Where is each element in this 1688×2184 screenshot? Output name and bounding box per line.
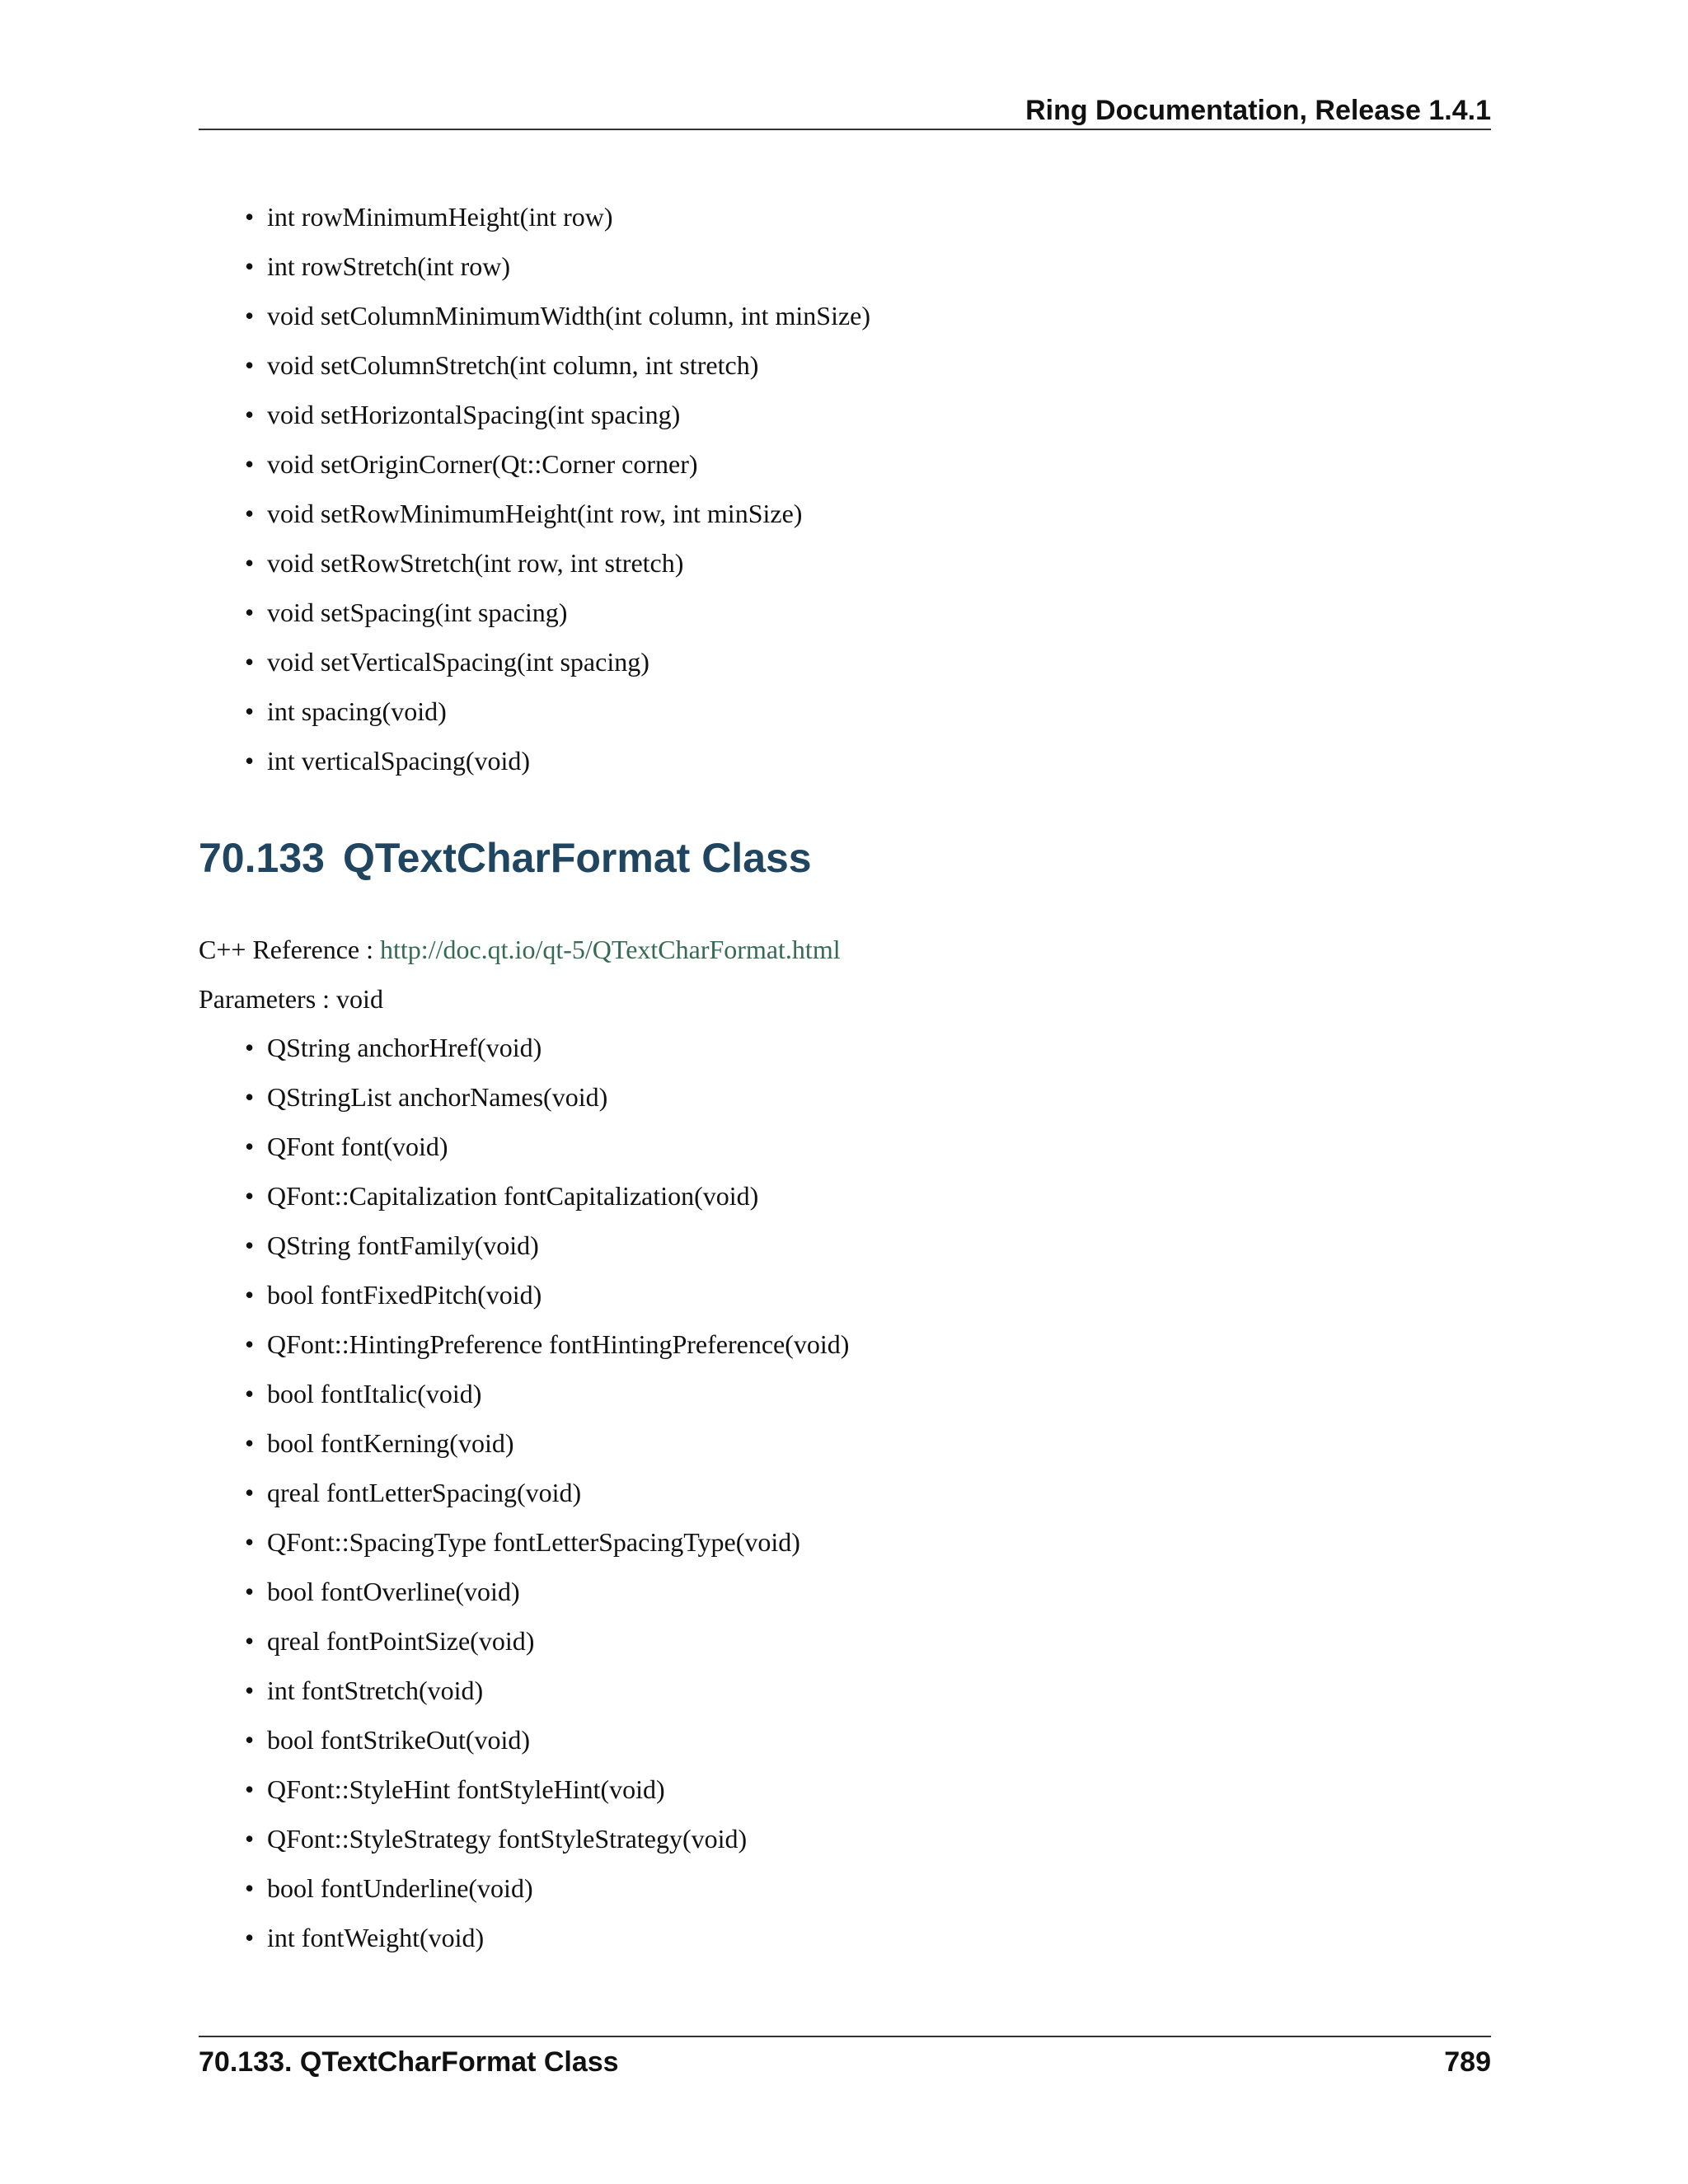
bullet-icon: •	[245, 1527, 255, 1557]
bullet-icon: •	[245, 1478, 255, 1507]
section-heading	[199, 833, 812, 883]
list-item	[199, 298, 870, 347]
section-title: QTextCharFormat Class	[342, 835, 812, 881]
method-signature: qreal fontPointSize(void)	[267, 1626, 535, 1656]
list-item	[199, 594, 870, 644]
method-signature: QString anchorHref(void)	[267, 1033, 542, 1062]
reference-link[interactable]: http://doc.qt.io/qt-5/QTextCharFormat.html	[380, 935, 841, 964]
bullet-icon: •	[245, 251, 255, 281]
bullet-icon: •	[245, 350, 255, 380]
cpp-reference-line	[199, 931, 841, 968]
bullet-icon: •	[245, 1873, 255, 1903]
method-signature: int rowStretch(int row)	[267, 251, 511, 281]
list-item	[199, 545, 870, 594]
method-signature: QFont::Capitalization fontCapitalization(void)	[267, 1181, 759, 1211]
bullet-icon: •	[245, 696, 255, 726]
bullet-icon: •	[245, 1329, 255, 1359]
list-item	[199, 1474, 849, 1524]
bullet-icon: •	[245, 1824, 255, 1854]
list-item	[199, 1722, 849, 1771]
method-signature: void setColumnMinimumWidth(int column, int minSize)	[267, 301, 871, 330]
list-item	[199, 693, 870, 743]
method-signature: int verticalSpacing(void)	[267, 746, 531, 776]
bullet-icon: •	[245, 548, 255, 578]
list-item	[199, 1573, 849, 1623]
method-signature: bool fontKerning(void)	[267, 1428, 514, 1458]
method-list-previous-class	[199, 199, 870, 792]
method-signature: void setRowMinimumHeight(int row, int minSize)	[267, 499, 803, 528]
bullet-icon: •	[245, 1082, 255, 1112]
list-item	[199, 1870, 849, 1919]
bullet-icon: •	[245, 301, 255, 330]
list-item	[199, 1227, 849, 1277]
method-signature: int spacing(void)	[267, 696, 447, 726]
document-title: Ring Documentation, Release 1.4.1	[1025, 95, 1491, 126]
bullet-icon: •	[245, 499, 255, 528]
method-signature: int fontStretch(void)	[267, 1675, 484, 1705]
method-signature: QFont::HintingPreference fontHintingPreference(void)	[267, 1329, 850, 1359]
method-signature: void setRowStretch(int row, int stretch)	[267, 548, 684, 578]
bullet-icon: •	[245, 400, 255, 429]
method-signature: bool fontUnderline(void)	[267, 1873, 533, 1903]
bullet-icon: •	[245, 647, 255, 677]
parameters-line: Parameters : void	[199, 984, 383, 1014]
list-item	[199, 1029, 849, 1079]
method-list-qtextcharformat	[199, 1029, 849, 1969]
bullet-icon: •	[245, 1379, 255, 1408]
method-signature: qreal fontLetterSpacing(void)	[267, 1478, 582, 1507]
method-signature: bool fontFixedPitch(void)	[267, 1280, 542, 1310]
list-item	[199, 1919, 849, 1969]
page-header	[199, 92, 1491, 130]
method-signature: void setOriginCorner(Qt::Corner corner)	[267, 449, 698, 479]
list-item	[199, 1376, 849, 1425]
bullet-icon: •	[245, 1577, 255, 1606]
bullet-icon: •	[245, 1774, 255, 1804]
list-item	[199, 1079, 849, 1128]
section-number: 70.133	[199, 835, 325, 881]
bullet-icon: •	[245, 1675, 255, 1705]
bullet-icon: •	[245, 1428, 255, 1458]
method-signature: bool fontItalic(void)	[267, 1379, 482, 1408]
bullet-icon: •	[245, 1033, 255, 1062]
list-item	[199, 1128, 849, 1178]
list-item	[199, 1524, 849, 1573]
list-item	[199, 1672, 849, 1722]
list-item	[199, 1623, 849, 1672]
bullet-icon: •	[245, 598, 255, 627]
method-signature: void setHorizontalSpacing(int spacing)	[267, 400, 681, 429]
method-signature: QFont::SpacingType fontLetterSpacingType(void)	[267, 1527, 800, 1557]
method-signature: void setVerticalSpacing(int spacing)	[267, 647, 649, 677]
list-item	[199, 1771, 849, 1821]
list-item	[199, 199, 870, 248]
list-item	[199, 1326, 849, 1376]
list-item	[199, 1821, 849, 1870]
method-signature: QFont font(void)	[267, 1132, 448, 1161]
method-signature: bool fontStrikeOut(void)	[267, 1725, 531, 1755]
bullet-icon: •	[245, 449, 255, 479]
page-footer	[199, 2036, 1491, 2078]
list-item	[199, 743, 870, 792]
list-item	[199, 446, 870, 495]
method-signature: void setColumnStretch(int column, int stretch)	[267, 350, 759, 380]
bullet-icon: •	[245, 746, 255, 776]
method-signature: QStringList anchorNames(void)	[267, 1082, 608, 1112]
method-signature: QFont::StyleHint fontStyleHint(void)	[267, 1774, 665, 1804]
list-item	[199, 495, 870, 545]
method-signature: QFont::StyleStrategy fontStyleStrategy(void)	[267, 1824, 748, 1854]
list-item	[199, 1277, 849, 1326]
list-item	[199, 1178, 849, 1227]
page-number: 789	[1444, 2046, 1491, 2078]
bullet-icon: •	[245, 1725, 255, 1755]
method-signature: QString fontFamily(void)	[267, 1230, 539, 1260]
footer-section-label: 70.133. QTextCharFormat Class	[199, 2046, 619, 2078]
method-signature: int fontWeight(void)	[267, 1923, 485, 1952]
bullet-icon: •	[245, 1181, 255, 1211]
list-item	[199, 248, 870, 298]
bullet-icon: •	[245, 1923, 255, 1952]
bullet-icon: •	[245, 1230, 255, 1260]
list-item	[199, 1425, 849, 1474]
reference-label: C++ Reference :	[199, 935, 373, 964]
bullet-icon: •	[245, 1132, 255, 1161]
bullet-icon: •	[245, 1280, 255, 1310]
method-signature: bool fontOverline(void)	[267, 1577, 520, 1606]
list-item	[199, 396, 870, 446]
bullet-icon: •	[245, 1626, 255, 1656]
list-item	[199, 644, 870, 693]
list-item	[199, 347, 870, 396]
method-signature: int rowMinimumHeight(int row)	[267, 202, 613, 232]
bullet-icon: •	[245, 202, 255, 232]
method-signature: void setSpacing(int spacing)	[267, 598, 568, 627]
